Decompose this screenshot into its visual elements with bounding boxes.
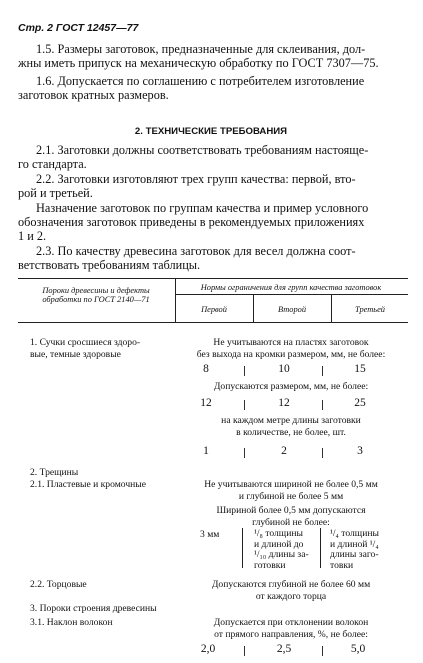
row2-2-note: Допускаются глубиной не более 60 мм от каждого торца <box>211 579 371 602</box>
row3-separator-1 <box>244 646 245 656</box>
row3-separator-2 <box>322 646 323 656</box>
row1-separator-5 <box>244 448 245 458</box>
row1-note2: Допускаются размером, мм, не более: <box>213 381 369 392</box>
row1-note3: на каждом метре длины заготовки в количестве, не более, шт. <box>221 415 361 438</box>
row2-1-vrule-2 <box>320 528 321 568</box>
row1-value-third: 15 <box>354 363 366 375</box>
row1-separator-3 <box>244 400 245 410</box>
table-top-rule <box>18 278 408 279</box>
group-first-header: Первой <box>201 305 227 314</box>
section-title: 2. ТЕХНИЧЕСКИЕ ТРЕБОВАНИЯ <box>134 126 288 137</box>
row3-1-value-first: 2,0 <box>200 643 216 655</box>
group-third-header: Третьей <box>354 305 386 314</box>
row3-1-label: 3.1. Наклон волокон <box>30 617 113 628</box>
row2-1-second: ¹/₈ толщины и длиной до ¹/₁₀ длины за- готовки <box>254 528 309 571</box>
row1-separator-4 <box>322 400 323 410</box>
para-2-2-line2: рой и третьей. <box>18 186 93 200</box>
row1-separator-2 <box>322 366 323 376</box>
para-2-1-line1: 2.1. Заготовки должны соответствовать требованиям настояще- <box>36 143 369 157</box>
row1-value-first: 8 <box>203 363 209 375</box>
row2-label: 2. Трещины <box>30 467 79 478</box>
row1-value3-second: 2 <box>281 445 287 457</box>
row3-1-value-second: 2,5 <box>276 643 292 655</box>
row2-1-third: ¹/₄ толщины и длиной ¹/₄ длины заго- товки <box>330 528 379 571</box>
table-group-vrule-2 <box>331 294 332 322</box>
row2-1-vrule-1 <box>242 528 243 568</box>
row2-1-label: 2.1. Пластевые и кромочные <box>30 479 146 490</box>
para-1-5-line1: 1.5. Размеры заготовок, предназначенные для склеивания, дол- <box>36 42 366 56</box>
row1-value3-first: 1 <box>203 445 209 457</box>
row1-value2-first: 12 <box>200 397 212 409</box>
table-header-vrule <box>175 278 176 322</box>
row1-value2-third: 25 <box>354 397 366 409</box>
row3-1-note: Допускается при отклонении волокон от прямого направления, %, не более: <box>213 617 369 640</box>
row2-1-note: Не учитываются шириной не более 0,5 мм и глубиной не более 5 мм <box>204 479 378 502</box>
row1-value3-third: 3 <box>357 445 363 457</box>
table-header-bottom-rule <box>18 322 408 323</box>
table-group-vrule-1 <box>253 294 254 322</box>
row1-separator-6 <box>322 448 323 458</box>
row1-separator-1 <box>244 366 245 376</box>
row2-2-label: 2.2. Торцовые <box>30 579 87 590</box>
para-2-2-line1: 2.2. Заготовки изготовляют трех групп качества: первой, вто- <box>36 172 356 186</box>
para-2-3-line2: ветствовать требованиям таблицы. <box>18 258 201 272</box>
row2-1-first: 3 мм <box>200 529 220 540</box>
row1-value2-second: 12 <box>278 397 290 409</box>
para-1-6-line1: 1.6. Допускается по соглашению с потребителем изготовление <box>36 74 365 88</box>
row3-label: 3. Пороки строения древесины <box>30 603 157 614</box>
para-2-3-line1: 2.3. По качеству древесина заготовок для весел должна соот- <box>36 244 356 258</box>
row1-value-second: 10 <box>278 363 290 375</box>
row1-label: 1. Сучки сросшиеся здоро- вые, темные здоровые <box>30 337 141 360</box>
para-1-6-line2: заготовок кратных размеров. <box>18 88 169 102</box>
para-2-1-line2: го стандарта. <box>18 157 87 171</box>
column-norms-header: Нормы ограничения для групп качества заготовок <box>200 283 382 292</box>
table-subheader-rule <box>175 294 408 295</box>
para-2-2b-line3: 1 и 2. <box>18 229 47 243</box>
para-1-5-line2: жны иметь припуск на механическую обработку по ГОСТ 7307—75. <box>18 56 379 70</box>
para-2-2b-line1: Назначение заготовок по группам качества и пример условного <box>36 201 369 215</box>
row3-1-value-third: 5,0 <box>350 643 366 655</box>
column-defects-header: Пороки древесины и дефекты обработки по ГОСТ 2140—71 <box>42 286 150 304</box>
row1-note: Не учитываются на пластях заготовок без выхода на кромки размером, мм, не более: <box>196 337 386 360</box>
page-header: Стр. 2 ГОСТ 12457—77 <box>18 22 139 34</box>
row2-1-note2: Шириной более 0,5 мм допускаются глубиной не более: <box>216 505 366 528</box>
para-2-2b-line2: обозначения заготовок приведены в рекомендуемых приложениях <box>18 215 365 229</box>
group-second-header: Второй <box>277 305 307 314</box>
